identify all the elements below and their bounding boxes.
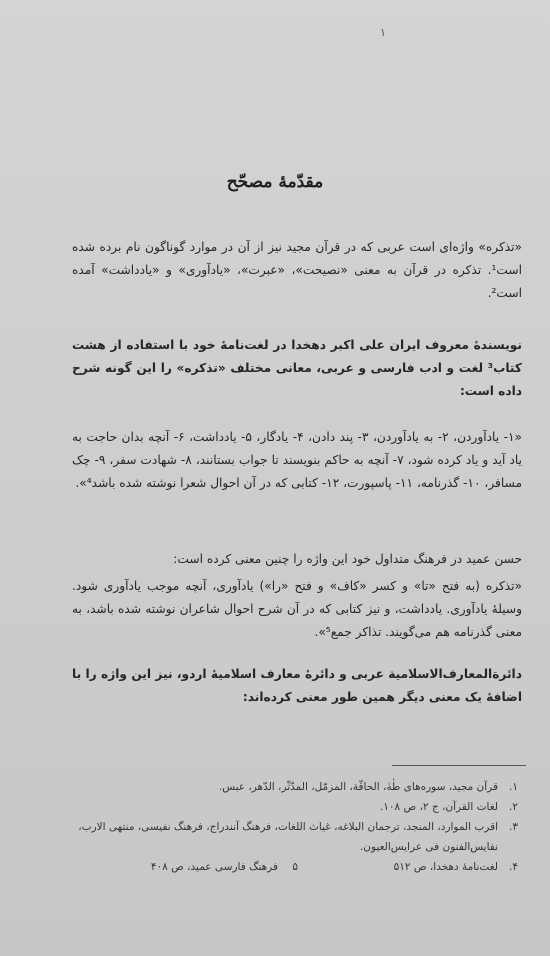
- footnote-row-4-5: [78, 857, 518, 877]
- paragraph-1-text: «تذکره» واژه‌ای است عربی که در قرآن مجید نیز از آن در موارد گوناگون نام برده شده است¹. تذکره در قرآن به معنی «نصیحت»، «عبرت»، «یادآوری» و «یادداشت» آمده است².: [72, 240, 522, 300]
- paragraph-1: [72, 236, 522, 305]
- paragraph-3-text: «۱- یادآوردن، ۲- به یادآوردن، ۳- پند دادن، ۴- یادگار، ۵- یادداشت، ۶- آنچه بدان حاجت به یاد آید و یاد کرده شود، ۷- آنچه به حاکم بنویسند تا جواب بستانند، ۸- شهادت سفر، ۹- چک مسافر، ۱۰- گذرنامه، ۱۱- پاسپورت، ۱۲- کتابی که در آن احوال شعرا نوشته شده باشد⁴».: [72, 430, 522, 490]
- footnote-3: [78, 817, 518, 857]
- paragraph-5-text: «تذکره (به فتح «تا» و کسر «کاف» و فتح «را») یادآوری، آنچه موجب یادآوری شود. وسیلهٔ یادآوری. یادداشت، و نیز کتابی که در آن شرح احوال شاعران نوشته شده باشد، به معنی گذرنامه هم می‌گویند. تذاکر جمع⁵».: [72, 579, 522, 639]
- footnote-number: ۱.: [509, 781, 518, 793]
- footnotes: [78, 777, 518, 877]
- page-number: ۱: [380, 26, 386, 39]
- footnote-5: [78, 857, 298, 877]
- footnote-text: فرهنگ فارسی عمید، ص ۴۰۸: [150, 861, 278, 873]
- footnote-number: ۳.: [509, 821, 518, 833]
- footnote-text: لغات القرآن، ج ۲، ص ۱۰۸.: [379, 801, 498, 813]
- footnote-text: قرآن مجید، سوره‌های طٰهٰ، الحاقّة، المزمّل، المدّثّر، الدّهر، عبس.: [218, 781, 498, 793]
- footnote-number: ۲.: [509, 801, 518, 813]
- paragraph-3-quote: [72, 426, 522, 495]
- footnote-2: [78, 797, 518, 817]
- paragraph-6-text: دائرة‌المعارف‌الاسلامیة عربی و دائرهٔ معارف اسلامیهٔ اردو، نیز این واژه را با اضافهٔ یک معنی دیگر همین طور معنی کرده‌اند:: [72, 667, 522, 704]
- footnote-1: [78, 777, 518, 797]
- paragraph-2: [72, 334, 522, 403]
- footnote-text: اقرب الموارد، المنجد، ترجمان البلاغه، غیاث اللغات، فرهنگ آنندراج، فرهنگ نفیسی، منتهی الارب، نفایس‌الفنون فی عرایس‌العیون.: [78, 821, 498, 853]
- paragraph-4: [72, 548, 522, 571]
- footnote-text: لغت‌نامهٔ دهخدا، ص ۵۱۲: [393, 861, 498, 873]
- paragraph-4-text: حسن عمید در فرهنگ متداول خود این واژه را چنین معنی کرده است:: [173, 552, 522, 566]
- paragraph-6: [72, 663, 522, 709]
- footnote-number: ۵: [292, 861, 298, 873]
- footnote-number: ۴.: [509, 861, 518, 873]
- footnote-4: [298, 857, 518, 877]
- page-title: مقدّمهٔ مصحّح: [226, 172, 324, 192]
- footnote-divider: [392, 765, 526, 766]
- paragraph-2-text: نویسندهٔ معروف ایران علی اکبر دهخدا در لغت‌نامهٔ خود با استفاده از هشت کتاب³ لغت و ادب فارسی و عربی، معانی مختلف «تذکره» را این گونه شرح داده است:: [72, 338, 522, 398]
- paragraph-5-quote: [72, 575, 522, 644]
